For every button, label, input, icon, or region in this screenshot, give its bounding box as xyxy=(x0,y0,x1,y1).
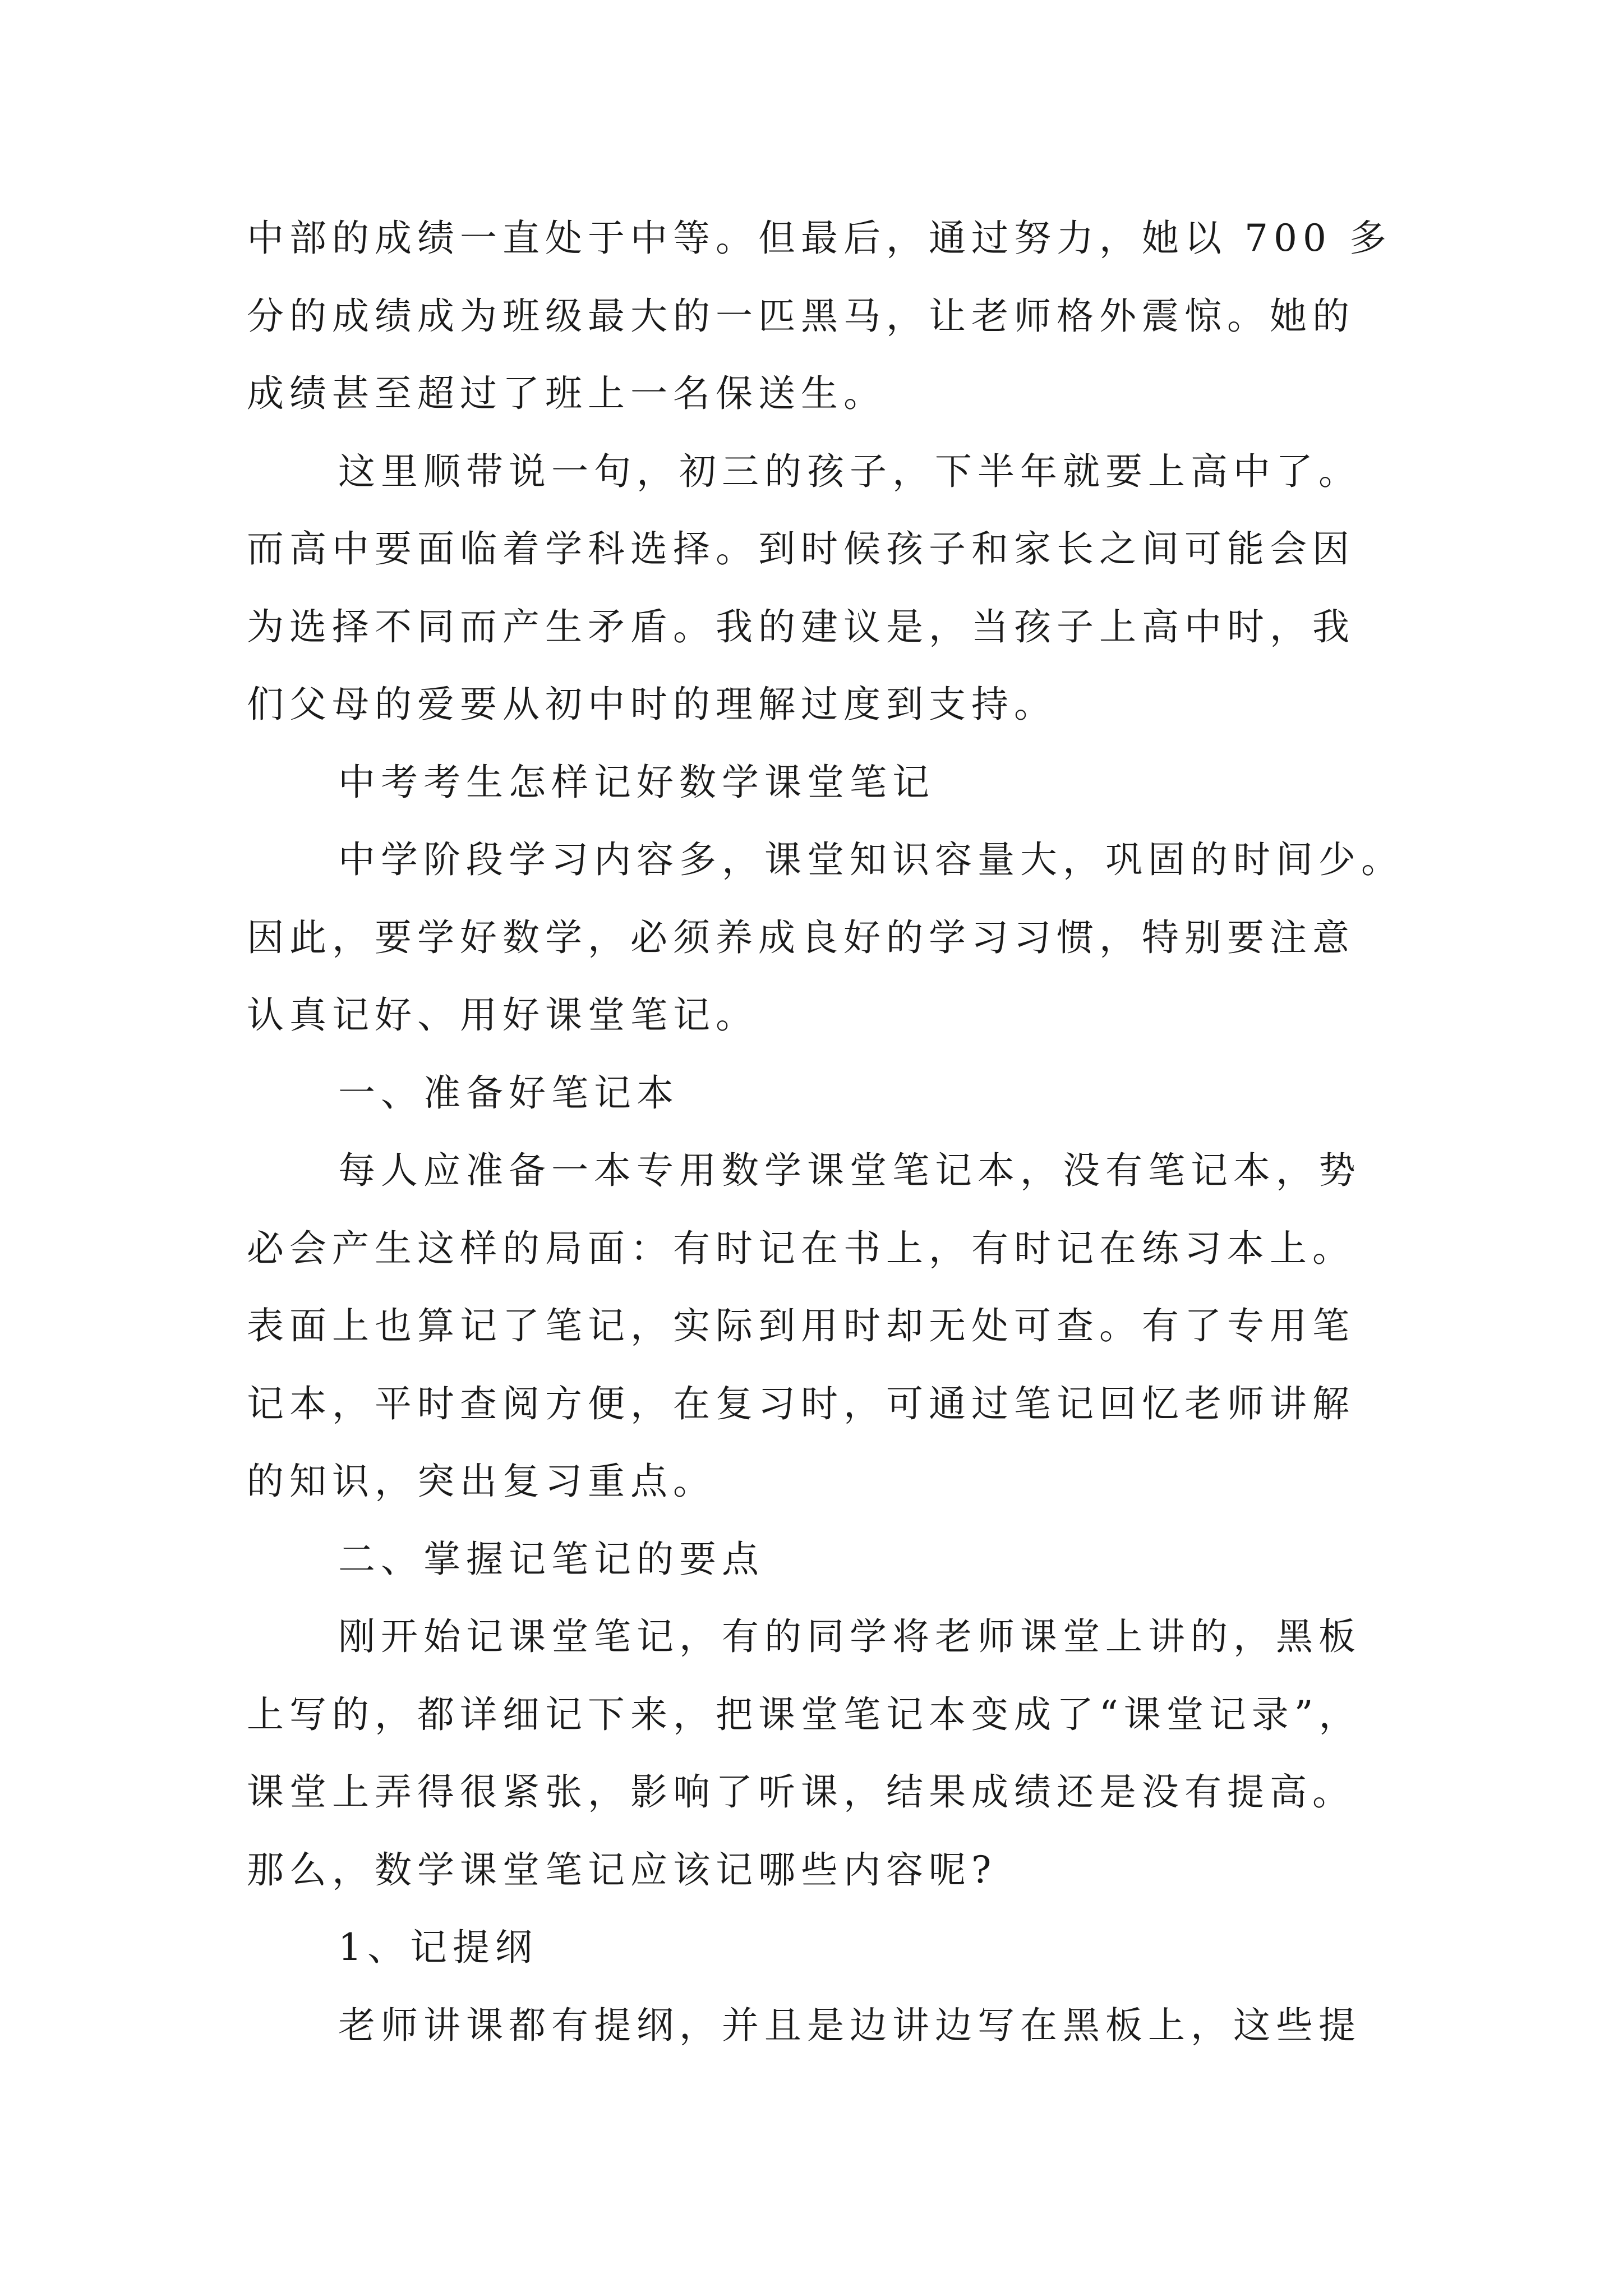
paragraph-first-line: 每人应准备一本专用数学课堂笔记本，没有笔记本，势 xyxy=(338,1149,1361,1192)
text-line: 成绩甚至超过了班上一名保送生。 xyxy=(247,372,886,415)
text-line: 记本，平时查阅方便，在复习时，可通过笔记回忆老师讲解 xyxy=(247,1382,1355,1425)
text-line: 的知识，突出复习重点。 xyxy=(247,1460,716,1503)
text-line: 分的成绩成为班级最大的一匹黑马，让老师格外震惊。她的 xyxy=(247,295,1355,338)
text-line: 上写的，都详细记下来，把课堂笔记本变成了“课堂记录”， xyxy=(247,1693,1362,1736)
paragraph-first-line: 中学阶段学习内容多，课堂知识容量大，巩固的时间少。 xyxy=(338,838,1404,881)
text-line: 因此，要学好数学，必须养成良好的学习习惯，特别要注意 xyxy=(247,916,1355,959)
text-line: 表面上也算记了笔记，实际到用时却无处可查。有了专用笔 xyxy=(247,1304,1355,1347)
text-line: 必会产生这样的局面：有时记在书上，有时记在练习本上。 xyxy=(247,1227,1355,1270)
list-item-heading: 1、记提纲 xyxy=(338,1926,538,1969)
section-heading: 中考考生怎样记好数学课堂笔记 xyxy=(338,761,935,804)
text-line: 中部的成绩一直处于中等。但最后，通过努力，她以 700 多 xyxy=(247,217,1392,260)
text-line: 课堂上弄得很紧张，影响了听课，结果成绩还是没有提高。 xyxy=(247,1770,1355,1814)
text-line: 认真记好、用好课堂笔记。 xyxy=(247,993,758,1037)
subsection-heading: 一、准备好笔记本 xyxy=(338,1071,679,1115)
paragraph-first-line: 刚开始记课堂笔记，有的同学将老师课堂上讲的，黑板 xyxy=(338,1615,1361,1658)
paragraph-first-line: 这里顺带说一句，初三的孩子，下半年就要上高中了。 xyxy=(338,450,1361,493)
text-line: 为选择不同而产生矛盾。我的建议是，当孩子上高中时，我 xyxy=(247,605,1355,648)
text-line: 那么，数学课堂笔记应该记哪些内容呢? xyxy=(247,1848,997,1892)
paragraph-first-line: 老师讲课都有提纲，并且是边讲边写在黑板上，这些提 xyxy=(338,2004,1361,2047)
subsection-heading: 二、掌握记笔记的要点 xyxy=(338,1538,764,1581)
text-line: 们父母的爱要从初中时的理解过度到支持。 xyxy=(247,683,1057,726)
text-line: 而高中要面临着学科选择。到时候孩子和家长之间可能会因 xyxy=(247,527,1355,570)
